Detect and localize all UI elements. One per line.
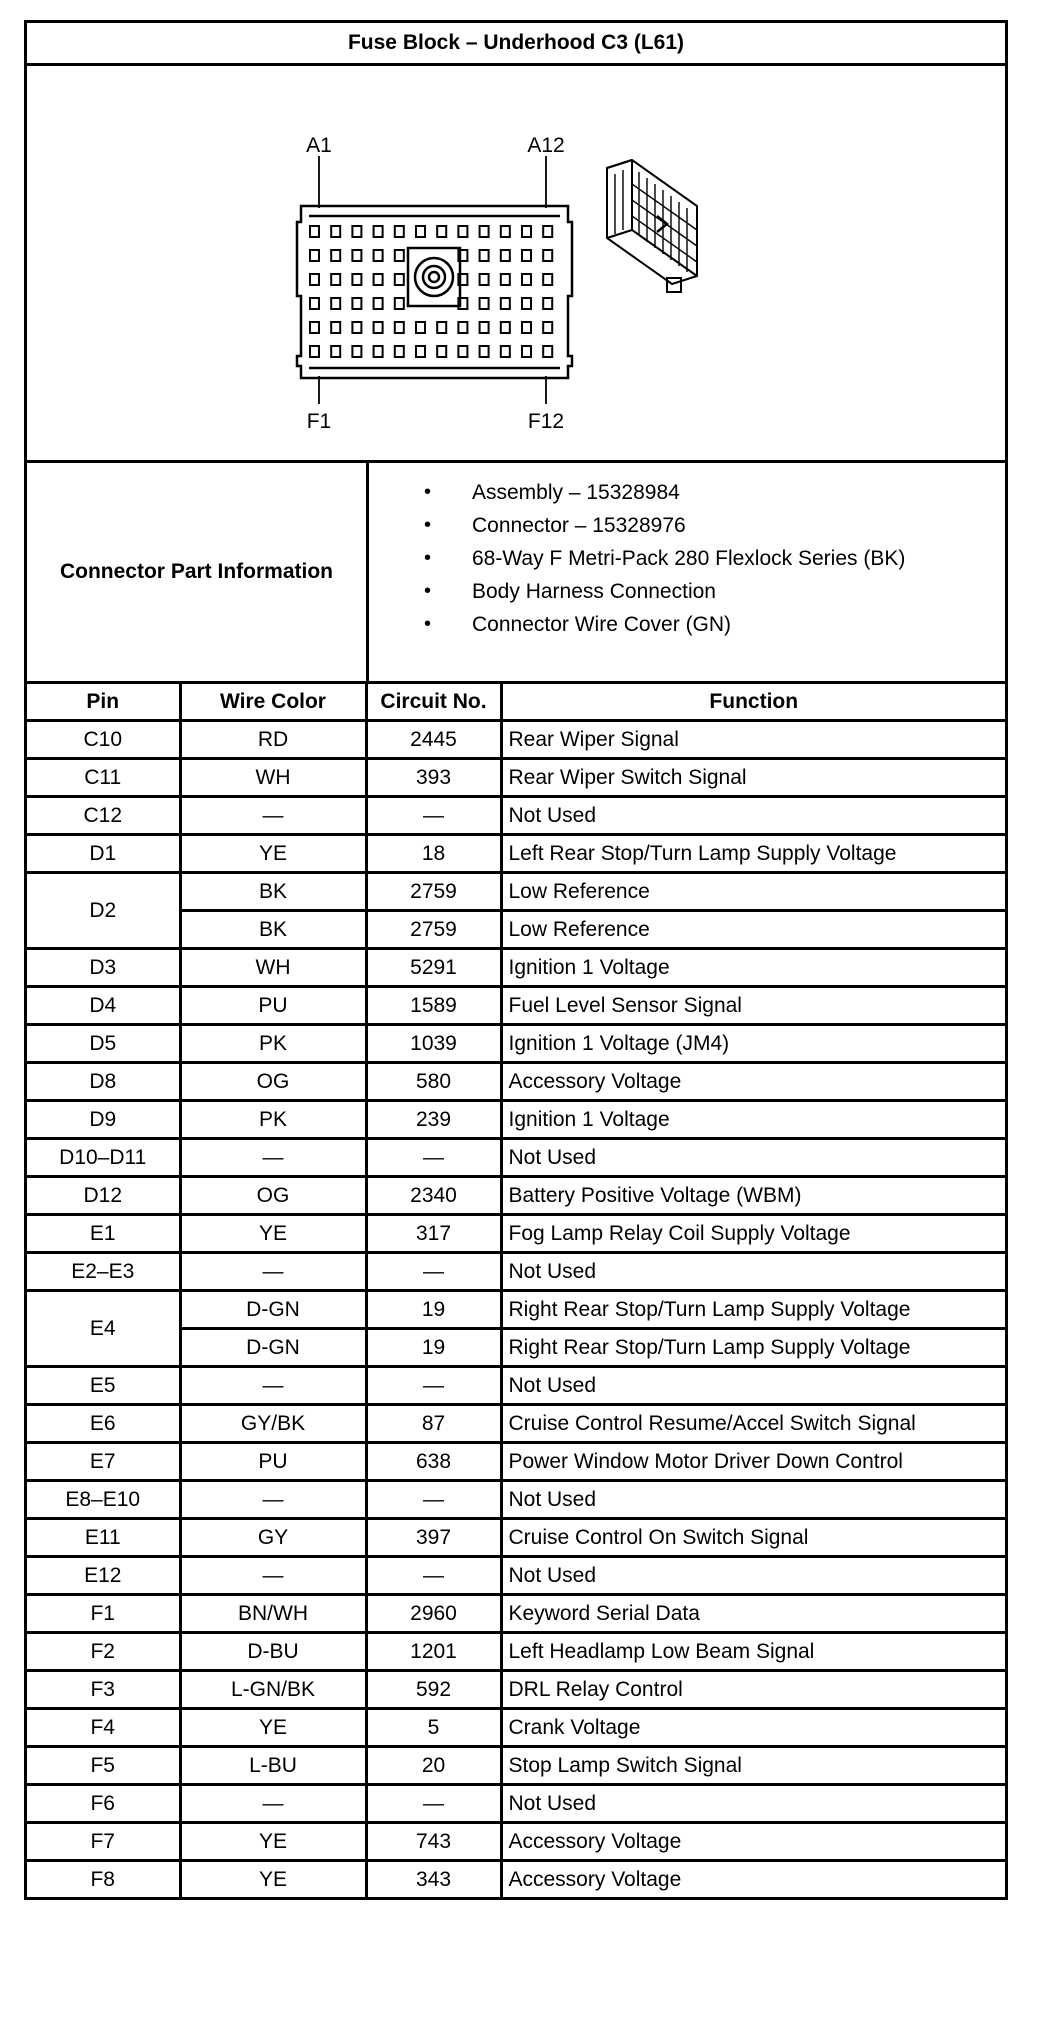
cell-circuit-no: — — [366, 1253, 501, 1291]
cell-function: Not Used — [501, 1139, 1005, 1177]
cell-wire-color: — — [180, 1253, 366, 1291]
cell-circuit-no: 19 — [366, 1329, 501, 1367]
connector-info-text: Connector – 15328976 — [472, 514, 686, 537]
cell-pin: D12 — [27, 1177, 180, 1215]
cell-function: Accessory Voltage — [501, 1823, 1005, 1861]
cell-wire-color: — — [180, 1367, 366, 1405]
table-row — [27, 1481, 1005, 1519]
pin-label-a1: A1 — [306, 134, 332, 157]
cell-pin: D8 — [27, 1063, 180, 1101]
cell-circuit-no: 5 — [366, 1709, 501, 1747]
connector-sheet — [24, 20, 1008, 1900]
pinout-table-body — [27, 721, 1005, 1898]
cell-pin: D9 — [27, 1101, 180, 1139]
cell-circuit-no: 397 — [366, 1519, 501, 1557]
cell-wire-color: L-BU — [180, 1747, 366, 1785]
table-row — [27, 1785, 1005, 1823]
cell-wire-color: YE — [180, 1709, 366, 1747]
pin-cavity — [416, 346, 425, 357]
cell-wire-color: OG — [180, 1063, 366, 1101]
cell-circuit-no: 1039 — [366, 1025, 501, 1063]
cell-function: Right Rear Stop/Turn Lamp Supply Voltage — [501, 1329, 1005, 1367]
cell-function: Rear Wiper Switch Signal — [501, 759, 1005, 797]
table-row — [27, 1823, 1005, 1861]
pin-cavity — [395, 250, 404, 261]
cell-pin: F3 — [27, 1671, 180, 1709]
cell-function: Right Rear Stop/Turn Lamp Supply Voltage — [501, 1291, 1005, 1329]
pin-cavity — [543, 346, 552, 357]
header-circuit-no: Circuit No. — [366, 684, 501, 721]
bullet-icon: • — [424, 580, 432, 602]
pin-cavity — [374, 274, 383, 285]
cell-function: Not Used — [501, 797, 1005, 835]
cell-wire-color: PU — [180, 987, 366, 1025]
cell-circuit-no: 638 — [366, 1443, 501, 1481]
cell-circuit-no: 2759 — [366, 911, 501, 949]
cell-pin: E8–E10 — [27, 1481, 180, 1519]
cell-pin: C12 — [27, 797, 180, 835]
cell-circuit-no: 317 — [366, 1215, 501, 1253]
cell-circuit-no: — — [366, 1481, 501, 1519]
pin-cavity — [522, 298, 531, 309]
table-row — [27, 721, 1005, 759]
pin-cavity — [437, 346, 446, 357]
cell-wire-color: — — [180, 1785, 366, 1823]
cell-circuit-no: — — [366, 1367, 501, 1405]
cell-pin: E11 — [27, 1519, 180, 1557]
table-row — [27, 1139, 1005, 1177]
cell-pin: F2 — [27, 1633, 180, 1671]
cell-function: Fog Lamp Relay Coil Supply Voltage — [501, 1215, 1005, 1253]
cell-circuit-no: — — [366, 1557, 501, 1595]
cell-pin: E2–E3 — [27, 1253, 180, 1291]
table-row — [27, 1861, 1005, 1898]
cell-wire-color: L-GN/BK — [180, 1671, 366, 1709]
cell-circuit-no: 1201 — [366, 1633, 501, 1671]
cell-function: Not Used — [501, 1367, 1005, 1405]
cell-function: Stop Lamp Switch Signal — [501, 1747, 1005, 1785]
cell-function: Accessory Voltage — [501, 1063, 1005, 1101]
cell-pin: E4 — [27, 1291, 180, 1367]
cell-pin: F1 — [27, 1595, 180, 1633]
pin-cavity — [395, 322, 404, 333]
table-row — [27, 1595, 1005, 1633]
pin-cavity — [310, 298, 319, 309]
pin-cavity — [416, 322, 425, 333]
table-row — [27, 1291, 1005, 1329]
table-row — [27, 1367, 1005, 1405]
cell-wire-color: — — [180, 1139, 366, 1177]
pin-cavity — [352, 298, 361, 309]
cell-circuit-no: — — [366, 1785, 501, 1823]
pin-cavity — [395, 346, 404, 357]
cell-wire-color: — — [180, 1557, 366, 1595]
bullet-icon: • — [424, 547, 432, 569]
pin-cavity — [543, 274, 552, 285]
cell-function: Cruise Control Resume/Accel Switch Signal — [501, 1405, 1005, 1443]
connector-part-information — [27, 463, 1005, 684]
cell-function: Fuel Level Sensor Signal — [501, 987, 1005, 1025]
pin-cavity — [352, 226, 361, 237]
cell-wire-color: — — [180, 1481, 366, 1519]
connector-info-text: Body Harness Connection — [472, 580, 716, 603]
table-row — [27, 1101, 1005, 1139]
table-row — [27, 1063, 1005, 1101]
pin-cavity — [374, 346, 383, 357]
pin-cavity — [310, 226, 319, 237]
pin-cavity — [395, 226, 404, 237]
bullet-icon: • — [424, 514, 432, 536]
table-row — [27, 1671, 1005, 1709]
pin-cavity — [374, 226, 383, 237]
table-row — [27, 1709, 1005, 1747]
cell-circuit-no: 592 — [366, 1671, 501, 1709]
cell-circuit-no: — — [366, 797, 501, 835]
cell-function: Not Used — [501, 1481, 1005, 1519]
cell-pin: E6 — [27, 1405, 180, 1443]
table-row — [27, 1633, 1005, 1671]
connector-info-text: 68-Way F Metri-Pack 280 Flexlock Series (BK) — [472, 547, 906, 570]
cell-pin: E7 — [27, 1443, 180, 1481]
cell-wire-color: BK — [180, 911, 366, 949]
header-function: Function — [501, 684, 1005, 721]
pin-cavity-grid — [310, 226, 552, 357]
pin-cavity — [374, 250, 383, 261]
cell-pin: F6 — [27, 1785, 180, 1823]
table-row — [27, 1025, 1005, 1063]
cell-wire-color: RD — [180, 721, 366, 759]
pin-cavity — [458, 226, 467, 237]
connector-isometric-icon — [607, 160, 697, 292]
connector-info-item — [369, 509, 1005, 542]
pin-cavity — [352, 322, 361, 333]
cell-circuit-no: 343 — [366, 1861, 501, 1898]
connector-figure — [27, 66, 1005, 463]
connector-info-list — [369, 476, 1005, 641]
table-row — [27, 1443, 1005, 1481]
pin-cavity — [522, 226, 531, 237]
table-row — [27, 873, 1005, 911]
cell-pin: C10 — [27, 721, 180, 759]
cell-wire-color: WH — [180, 949, 366, 987]
pinout-table — [27, 684, 1005, 1897]
table-row — [27, 987, 1005, 1025]
cell-function: Not Used — [501, 1557, 1005, 1595]
connector-info-item — [369, 542, 1005, 575]
header-wire-color: Wire Color — [180, 684, 366, 721]
pin-cavity — [395, 298, 404, 309]
cell-pin: D10–D11 — [27, 1139, 180, 1177]
cell-wire-color: PU — [180, 1443, 366, 1481]
cell-pin: D1 — [27, 835, 180, 873]
pin-cavity — [522, 322, 531, 333]
pin-cavity — [480, 322, 489, 333]
cell-function: Battery Positive Voltage (WBM) — [501, 1177, 1005, 1215]
cell-wire-color: YE — [180, 1823, 366, 1861]
pin-cavity — [374, 298, 383, 309]
cell-function: Crank Voltage — [501, 1709, 1005, 1747]
cell-wire-color: YE — [180, 1861, 366, 1898]
pin-cavity — [501, 250, 510, 261]
cell-function: Not Used — [501, 1785, 1005, 1823]
cell-wire-color: D-GN — [180, 1291, 366, 1329]
table-header-row — [27, 684, 1005, 721]
pin-cavity — [310, 250, 319, 261]
cell-circuit-no: 5291 — [366, 949, 501, 987]
pin-label-a12: A12 — [527, 134, 565, 157]
cell-pin: D5 — [27, 1025, 180, 1063]
cell-function: Ignition 1 Voltage — [501, 949, 1005, 987]
table-row — [27, 797, 1005, 835]
cell-wire-color: YE — [180, 835, 366, 873]
pin-cavity — [501, 298, 510, 309]
table-row — [27, 1405, 1005, 1443]
pin-cavity — [331, 346, 340, 357]
pin-cavity — [310, 322, 319, 333]
table-row — [27, 1253, 1005, 1291]
bullet-icon: • — [424, 481, 432, 503]
pin-cavity — [543, 226, 552, 237]
cell-function: Cruise Control On Switch Signal — [501, 1519, 1005, 1557]
cell-circuit-no: 2759 — [366, 873, 501, 911]
table-row — [27, 949, 1005, 987]
cell-pin: E12 — [27, 1557, 180, 1595]
cell-circuit-no: 2960 — [366, 1595, 501, 1633]
table-row — [27, 1215, 1005, 1253]
cell-pin: F4 — [27, 1709, 180, 1747]
pin-cavity — [331, 250, 340, 261]
connector-info-item — [369, 608, 1005, 641]
pin-cavity — [331, 322, 340, 333]
cell-pin: C11 — [27, 759, 180, 797]
cell-function: Low Reference — [501, 873, 1005, 911]
pin-cavity — [331, 226, 340, 237]
cell-wire-color: — — [180, 797, 366, 835]
table-row — [27, 1519, 1005, 1557]
pin-cavity — [352, 274, 361, 285]
cell-pin: F5 — [27, 1747, 180, 1785]
pin-cavity — [416, 226, 425, 237]
pin-cavity — [310, 346, 319, 357]
cell-wire-color: WH — [180, 759, 366, 797]
pin-cavity — [522, 250, 531, 261]
pin-label-f12: F12 — [527, 410, 565, 433]
connector-info-item — [369, 575, 1005, 608]
cell-function: Accessory Voltage — [501, 1861, 1005, 1898]
cell-circuit-no: 743 — [366, 1823, 501, 1861]
cell-wire-color: BK — [180, 873, 366, 911]
cell-circuit-no: 2445 — [366, 721, 501, 759]
pin-cavity — [480, 274, 489, 285]
pin-cavity — [352, 250, 361, 261]
pin-cavity — [331, 298, 340, 309]
pin-cavity — [501, 346, 510, 357]
cell-circuit-no: 239 — [366, 1101, 501, 1139]
cell-pin: E5 — [27, 1367, 180, 1405]
pin-cavity — [501, 226, 510, 237]
cell-circuit-no: 393 — [366, 759, 501, 797]
pin-cavity — [543, 250, 552, 261]
pin-cavity — [480, 346, 489, 357]
cell-wire-color: OG — [180, 1177, 366, 1215]
cell-wire-color: PK — [180, 1025, 366, 1063]
pin-cavity — [374, 322, 383, 333]
pin-cavity — [395, 274, 404, 285]
cell-circuit-no: 18 — [366, 835, 501, 873]
cell-wire-color: GY — [180, 1519, 366, 1557]
table-row — [27, 1177, 1005, 1215]
cell-function: Not Used — [501, 1253, 1005, 1291]
cell-pin: D4 — [27, 987, 180, 1025]
center-boss — [408, 248, 460, 306]
connector-info-text: Connector Wire Cover (GN) — [472, 613, 732, 636]
cell-wire-color: BN/WH — [180, 1595, 366, 1633]
cell-circuit-no: 2340 — [366, 1177, 501, 1215]
cell-function: Keyword Serial Data — [501, 1595, 1005, 1633]
pin-cavity — [437, 322, 446, 333]
pin-cavity — [480, 250, 489, 261]
cell-circuit-no: — — [366, 1139, 501, 1177]
cell-function: DRL Relay Control — [501, 1671, 1005, 1709]
table-row — [27, 1747, 1005, 1785]
cell-circuit-no: 1589 — [366, 987, 501, 1025]
pin-cavity — [501, 274, 510, 285]
cell-circuit-no: 19 — [366, 1291, 501, 1329]
pin-cavity — [480, 226, 489, 237]
pin-cavity — [501, 322, 510, 333]
pin-label-f1: F1 — [306, 410, 332, 433]
connector-info-details — [369, 463, 1005, 681]
connector-info-text: Assembly – 15328984 — [472, 481, 680, 504]
connector-info-heading: Connector Part Information — [27, 463, 369, 681]
pin-cavity — [331, 274, 340, 285]
cell-function: Ignition 1 Voltage — [501, 1101, 1005, 1139]
table-row — [27, 759, 1005, 797]
pin-cavity — [480, 298, 489, 309]
cell-pin: D3 — [27, 949, 180, 987]
cell-pin: D2 — [27, 873, 180, 949]
cell-function: Ignition 1 Voltage (JM4) — [501, 1025, 1005, 1063]
pin-cavity — [522, 346, 531, 357]
cell-circuit-no: 20 — [366, 1747, 501, 1785]
pin-cavity — [310, 274, 319, 285]
bullet-icon: • — [424, 613, 432, 635]
pin-cavity — [543, 322, 552, 333]
cell-function: Power Window Motor Driver Down Control — [501, 1443, 1005, 1481]
cell-pin: E1 — [27, 1215, 180, 1253]
pin-cavity — [522, 274, 531, 285]
pin-cavity — [543, 298, 552, 309]
cell-function: Rear Wiper Signal — [501, 721, 1005, 759]
cell-pin: F7 — [27, 1823, 180, 1861]
cell-wire-color: GY/BK — [180, 1405, 366, 1443]
header-pin: Pin — [27, 684, 180, 721]
page-title: Fuse Block – Underhood C3 (L61) — [27, 23, 1005, 66]
cell-pin: F8 — [27, 1861, 180, 1898]
table-row — [27, 835, 1005, 873]
pin-cavity — [352, 346, 361, 357]
cell-wire-color: D-GN — [180, 1329, 366, 1367]
pin-cavity — [458, 322, 467, 333]
cell-wire-color: PK — [180, 1101, 366, 1139]
cell-wire-color: YE — [180, 1215, 366, 1253]
cell-function: Left Rear Stop/Turn Lamp Supply Voltage — [501, 835, 1005, 873]
cell-function: Left Headlamp Low Beam Signal — [501, 1633, 1005, 1671]
cell-function: Low Reference — [501, 911, 1005, 949]
cell-circuit-no: 580 — [366, 1063, 501, 1101]
cell-circuit-no: 87 — [366, 1405, 501, 1443]
table-row — [27, 1557, 1005, 1595]
pin-cavity — [437, 226, 446, 237]
connector-info-item — [369, 476, 1005, 509]
cell-wire-color: D-BU — [180, 1633, 366, 1671]
pin-cavity — [458, 346, 467, 357]
connector-face-drawing — [27, 66, 1005, 460]
